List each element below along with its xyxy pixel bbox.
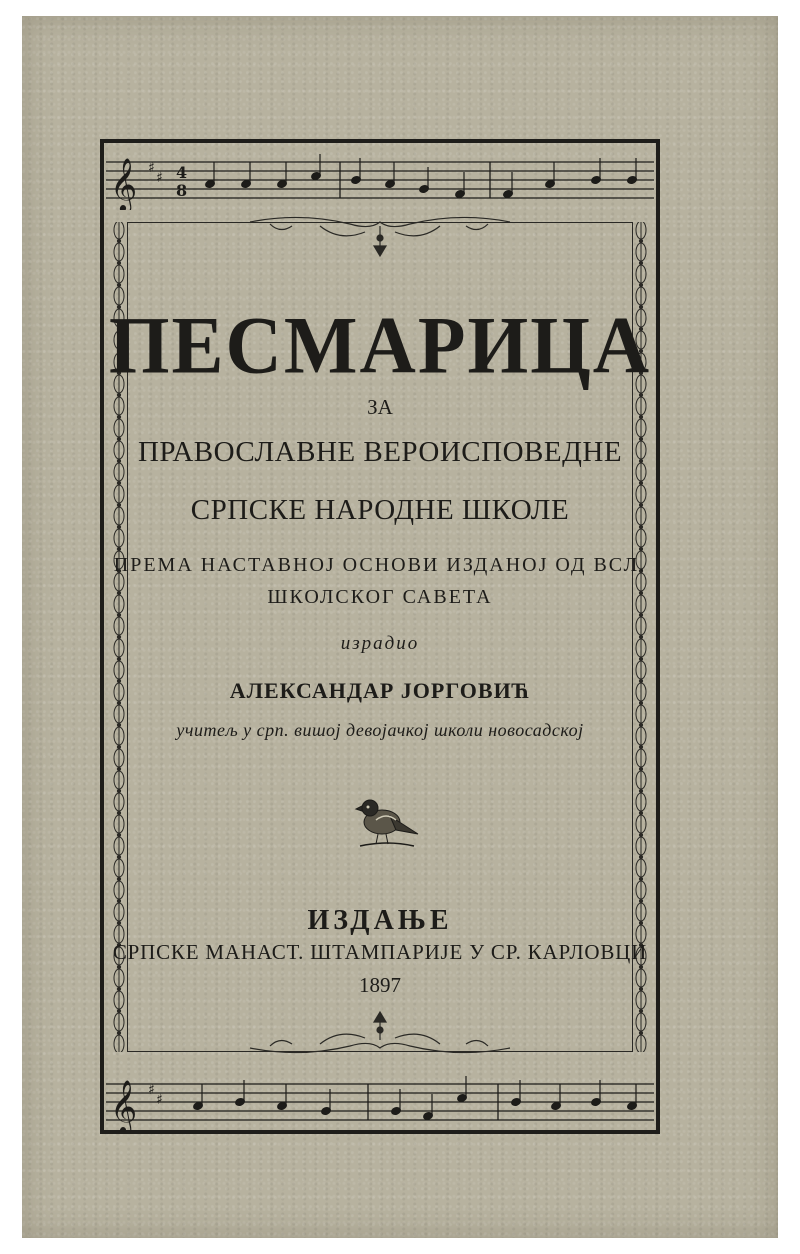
chain-dot	[639, 283, 642, 286]
time-signature-bottom: 8	[176, 181, 188, 200]
chain-dot	[639, 965, 642, 968]
chain-dot	[639, 833, 642, 836]
basis-line-2: ШКОЛСКОГ САВЕТА	[267, 586, 493, 608]
chain-dot	[639, 547, 642, 550]
chain-dot	[639, 899, 642, 902]
chain-dot	[117, 481, 120, 484]
chain-dot	[117, 1031, 120, 1034]
chain-dot	[117, 833, 120, 836]
bird-icon	[352, 790, 422, 850]
chain-dot	[117, 965, 120, 968]
top-vignette-ornament	[240, 210, 520, 260]
top-music-staff	[106, 150, 654, 210]
svg-text:♯: ♯	[156, 1092, 163, 1108]
chain-dot	[117, 789, 120, 792]
chain-dot	[639, 657, 642, 660]
book-title: ПЕСМАРИЦА	[108, 298, 652, 391]
chain-dot	[639, 767, 642, 770]
chain-dot	[639, 1031, 642, 1034]
svg-text:♯: ♯	[156, 170, 163, 186]
bottom-vignette-ornament	[240, 1010, 520, 1060]
basis-line-1: ПРЕМА НАСТАВНОЈ ОСНОВИ ИЗДАНОЈ ОД ВСЛ.	[113, 554, 647, 576]
chain-dot	[117, 239, 120, 242]
author-title: учитељ у срп. вишој девојачкој школи новосадској	[176, 720, 584, 740]
chain-dot	[639, 613, 642, 616]
chain-dot	[117, 657, 120, 660]
chain-dot	[117, 547, 120, 550]
chain-dot	[117, 261, 120, 264]
chain-dot	[639, 745, 642, 748]
chain-dot	[639, 855, 642, 858]
chain-dot	[117, 811, 120, 814]
chain-dot	[639, 877, 642, 880]
chain-dot	[639, 811, 642, 814]
chain-dot	[117, 767, 120, 770]
publication-year: 1897	[359, 973, 401, 997]
subtitle-line-1: ПРАВОСЛАВНЕ ВЕРОИСПОВЕДНЕ	[137, 436, 623, 468]
subtitle-line-2: СРПСКЕ НАРОДНЕ ШКОЛЕ	[190, 494, 570, 526]
chain-dot	[117, 899, 120, 902]
chain-dot	[117, 613, 120, 616]
chain-dot	[639, 1009, 642, 1012]
edition-label: ИЗДАЊЕ	[307, 905, 453, 936]
time-signature-top: 4	[176, 163, 188, 182]
chain-dot	[639, 239, 642, 242]
bottom-music-staff	[106, 1072, 654, 1132]
svg-text:♯: ♯	[148, 1082, 155, 1098]
chain-dot	[639, 789, 642, 792]
chain-dot	[639, 481, 642, 484]
chain-dot	[117, 877, 120, 880]
chain-dot	[639, 261, 642, 264]
chain-dot	[117, 745, 120, 748]
chain-dot	[117, 1009, 120, 1012]
chain-dot	[117, 855, 120, 858]
treble-clef-icon: 𝄞	[110, 1079, 138, 1132]
for-word: ЗА	[367, 395, 393, 419]
author-name: АЛЕКСАНДАР ЈОРГОВИЋ	[229, 678, 531, 703]
made-by-label: израдио	[340, 633, 420, 654]
publisher-line: СРПСКЕ МАНАСТ. ШТАМПАРИЈЕ У СР. КАРЛОВЦИ	[112, 940, 648, 964]
chain-dot	[117, 283, 120, 286]
svg-text:♯: ♯	[148, 160, 155, 176]
treble-clef-icon: 𝄞	[110, 157, 138, 210]
